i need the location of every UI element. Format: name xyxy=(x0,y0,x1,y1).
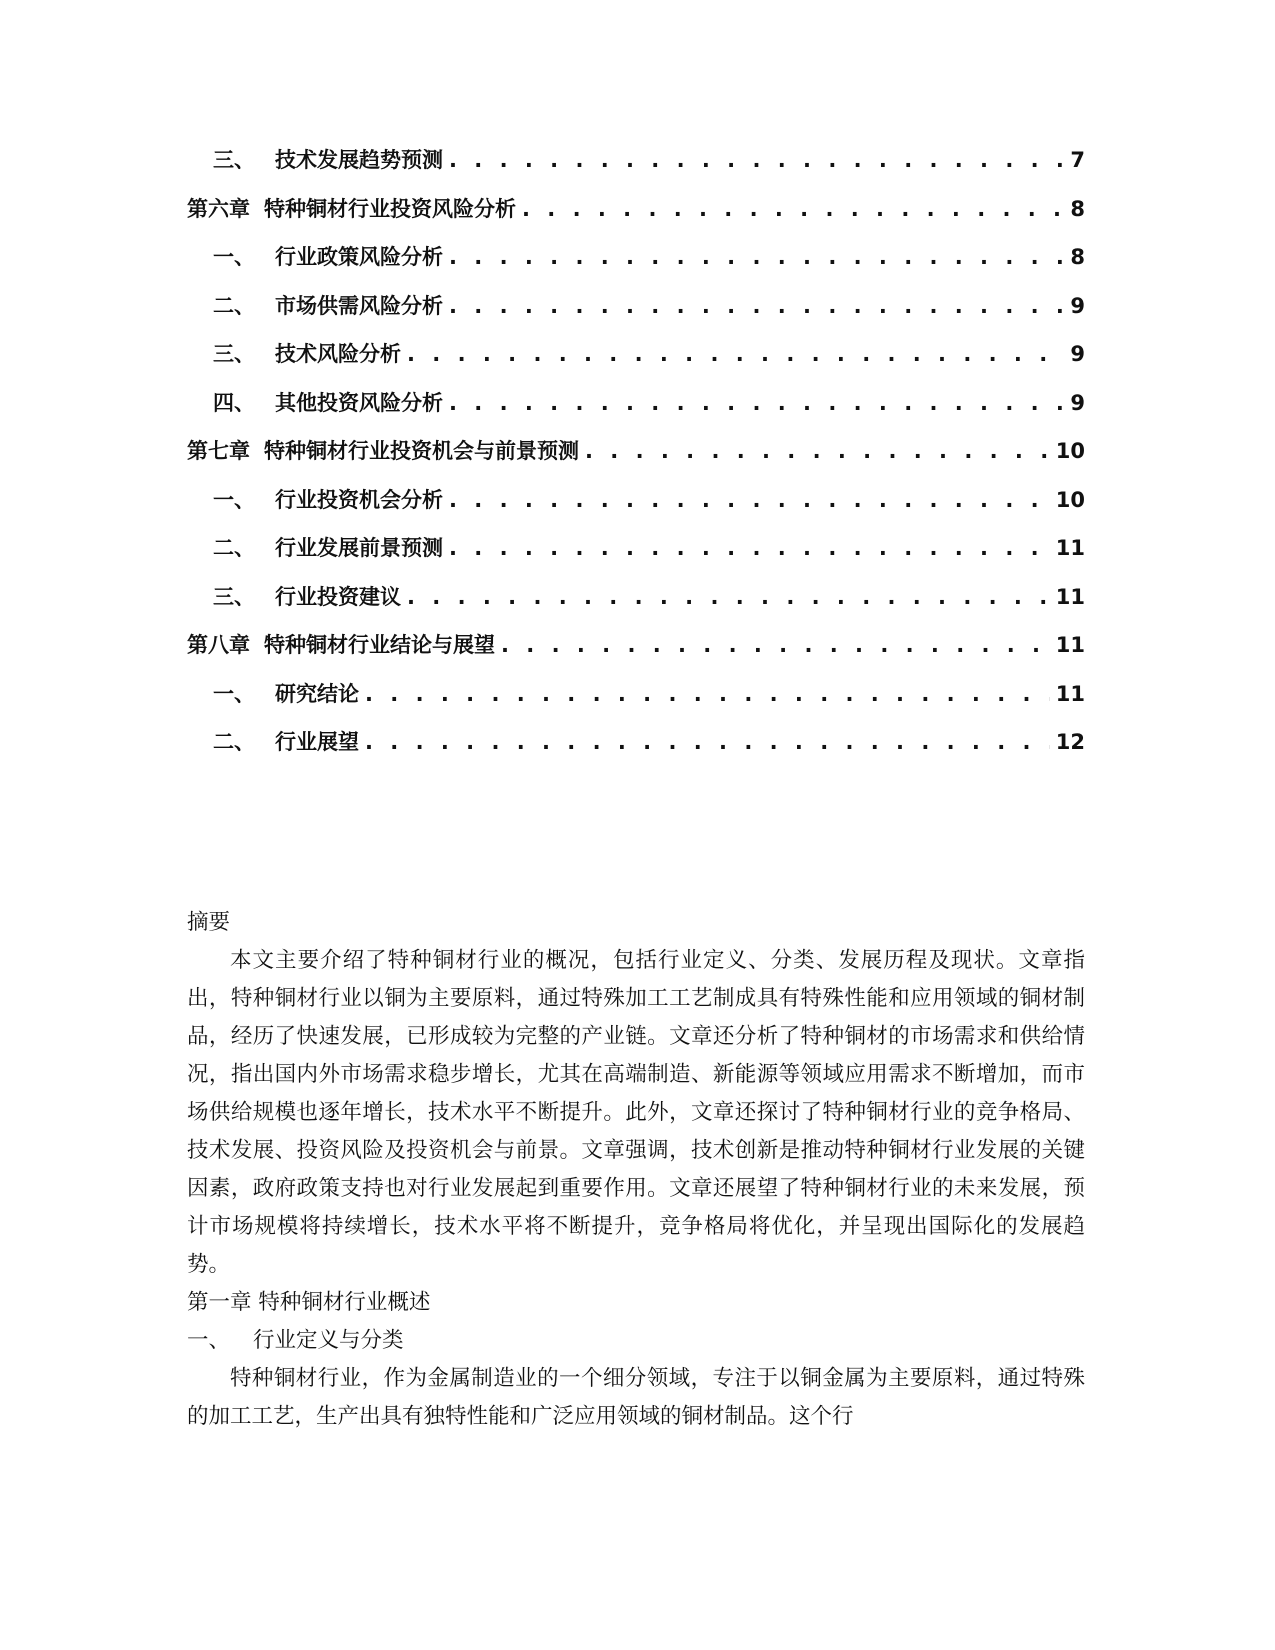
toc-section-entry[interactable] xyxy=(187,725,1085,774)
toc-entry-number: 二、 xyxy=(213,730,255,754)
toc-entry-title: 行业政策风险分析 xyxy=(275,245,443,269)
toc-entry-number: 三、 xyxy=(213,342,255,366)
table-of-contents xyxy=(187,143,1085,774)
toc-entry-number: 三、 xyxy=(213,148,255,172)
toc-section-entry[interactable] xyxy=(187,337,1085,386)
toc-section-entry[interactable] xyxy=(187,531,1085,580)
toc-page-number: 9 xyxy=(1070,390,1085,415)
toc-entry-number: 一、 xyxy=(213,487,255,512)
toc-entry-title: 特种铜材行业投资风险分析 xyxy=(264,196,516,221)
toc-page-number: 7 xyxy=(1070,148,1085,172)
section-number: 一、 xyxy=(187,1328,231,1353)
toc-entry-number: 第七章 xyxy=(187,439,250,463)
toc-entry-number: 二、 xyxy=(213,536,255,560)
toc-entry-number: 一、 xyxy=(213,245,255,269)
toc-dot-leader xyxy=(449,386,1064,420)
chapter-heading: 第一章 特种铜材行业概述 xyxy=(187,1290,431,1315)
toc-page-number: 12 xyxy=(1055,730,1085,754)
toc-page-number: 9 xyxy=(1070,293,1085,318)
toc-dot-leader xyxy=(449,143,1064,177)
toc-entry-title: 行业投资建议 xyxy=(275,584,401,609)
toc-entry-title: 特种铜材行业投资机会与前景预测 xyxy=(264,439,579,463)
toc-entry-number: 第六章 xyxy=(187,196,250,221)
toc-section-entry[interactable] xyxy=(187,580,1085,629)
abstract-heading: 摘要 xyxy=(187,910,231,935)
toc-section-entry[interactable] xyxy=(187,240,1085,289)
toc-entry-title: 行业发展前景预测 xyxy=(275,536,443,560)
toc-section-entry[interactable] xyxy=(187,483,1085,532)
toc-section-entry[interactable] xyxy=(187,386,1085,435)
toc-page-number: 10 xyxy=(1055,439,1085,463)
toc-page-number: 11 xyxy=(1055,584,1085,609)
toc-dot-leader xyxy=(585,434,1050,468)
toc-dot-leader xyxy=(522,192,1064,226)
section-paragraph: 特种铜材行业，作为金属制造业的一个细分领域，专注于以铜金属为主要原料，通过特殊的加工工艺，生产出具有独特性能和广泛应用领域的铜材制品。这个行 xyxy=(187,1366,1085,1429)
toc-dot-leader xyxy=(449,483,1050,517)
toc-dot-leader xyxy=(449,289,1064,323)
toc-entry-number: 第八章 xyxy=(187,633,250,657)
toc-page-number: 11 xyxy=(1055,681,1085,706)
toc-entry-title: 行业展望 xyxy=(275,730,359,754)
toc-page-number: 11 xyxy=(1055,633,1085,657)
section-heading xyxy=(187,1322,1085,1360)
toc-chapter-entry[interactable] xyxy=(187,192,1085,241)
toc-entry-number: 三、 xyxy=(213,584,255,609)
toc-dot-leader xyxy=(449,240,1064,274)
toc-entry-title: 特种铜材行业结论与展望 xyxy=(264,633,495,657)
section-title: 行业定义与分类 xyxy=(253,1328,404,1353)
toc-entry-title: 行业投资机会分析 xyxy=(275,487,443,512)
toc-page-number: 11 xyxy=(1055,536,1085,560)
toc-section-entry[interactable] xyxy=(187,289,1085,338)
document-body xyxy=(187,904,1085,1436)
abstract-paragraph: 本文主要介绍了特种铜材行业的概况，包括行业定义、分类、发展历程及现状。文章指出，特种铜材行业以铜为主要原料，通过特殊加工工艺制成具有特殊性能和应用领域的铜材制品，经历了快速发展，已形成较为完整的产业链。文章还分析了特种铜材的市场需求和供给情况，指出国内外市场需求稳步增长，尤其在高端制造、新能源等领域应用需求不断增加，而市场供给规模也逐年增长，技术水平不断提升。此外，文章还探讨了特种铜材行业的竞争格局、技术发展、投资风险及投资机会与前景。文章强调，技术创新是推动特种铜材行业发展的关键因素，政府政策支持也对行业发展起到重要作用。文章还展望了特种铜材行业的未来发展，预计市场规模将持续增长，技术水平将不断提升，竞争格局将优化，并呈现出国际化的发展趋势。 xyxy=(187,948,1085,1277)
toc-page-number: 10 xyxy=(1055,487,1085,512)
toc-entry-title: 研究结论 xyxy=(275,681,359,706)
toc-dot-leader xyxy=(449,531,1050,565)
toc-entry-title: 市场供需风险分析 xyxy=(275,293,443,318)
toc-page-number: 9 xyxy=(1070,342,1085,366)
toc-section-entry[interactable] xyxy=(187,143,1085,192)
toc-dot-leader xyxy=(407,337,1064,371)
toc-dot-leader xyxy=(501,628,1050,662)
toc-page-number: 8 xyxy=(1070,245,1085,269)
toc-dot-leader xyxy=(365,725,1050,759)
toc-dot-leader xyxy=(365,677,1050,711)
toc-chapter-entry[interactable] xyxy=(187,628,1085,677)
toc-section-entry[interactable] xyxy=(187,677,1085,726)
toc-entry-number: 四、 xyxy=(213,390,255,415)
toc-dot-leader xyxy=(407,580,1050,614)
toc-entry-number: 二、 xyxy=(213,293,255,318)
toc-page-number: 8 xyxy=(1070,196,1085,221)
toc-entry-title: 其他投资风险分析 xyxy=(275,390,443,415)
toc-entry-title: 技术发展趋势预测 xyxy=(275,148,443,172)
toc-entry-number: 一、 xyxy=(213,681,255,706)
toc-chapter-entry[interactable] xyxy=(187,434,1085,483)
toc-entry-title: 技术风险分析 xyxy=(275,342,401,366)
